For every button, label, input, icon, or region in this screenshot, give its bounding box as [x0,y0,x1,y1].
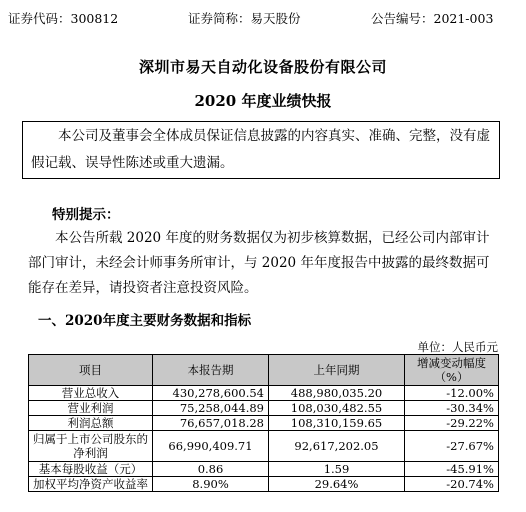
table-row [29,431,499,462]
row-label: 归属于上市公司股东的净利润 [29,431,153,462]
table-row [29,416,499,431]
financial-data-table [28,354,499,492]
current-value: 75,258,044.89 [153,401,269,416]
header-prior-period: 上年同期 [269,355,405,386]
document-title: 2020 年度业绩快报 [194,92,332,110]
special-notice-heading: 特别提示： [52,207,120,223]
current-value: 0.86 [153,462,269,477]
disclosure-notice-box [22,121,500,179]
stock-abbreviation: 证券简称：易天股份 [188,11,301,26]
change-value: -45.91% [405,462,499,477]
notice-number: 公告编号：2021-003 [371,11,494,26]
row-label: 利润总额 [29,416,153,431]
row-label: 基本每股收益（元） [29,462,153,477]
header-change-rate: 增减变动幅度（%） [405,355,499,386]
table-header-row [29,355,499,386]
change-value: -12.00% [405,386,499,401]
prior-value: 1.59 [269,462,405,477]
document-header [0,0,526,30]
change-value: -29.22% [405,416,499,431]
table-row [29,477,499,492]
row-label: 营业利润 [29,401,153,416]
prior-value: 108,030,482.55 [269,401,405,416]
table-row [29,386,499,401]
prior-value: 488,980,035.20 [269,386,405,401]
prior-value: 108,310,159.65 [269,416,405,431]
change-value: -27.67% [405,431,499,462]
header-current-period: 本报告期 [153,355,269,386]
header-item: 项目 [29,355,153,386]
disclosure-notice-text: 本公司及董事会全体成员保证信息披露的内容真实、准确、完整，没有虚假记载、误导性陈述或重大遗漏。 [31,128,490,171]
section-heading: 一、2020年度主要财务数据和指标 [38,313,252,329]
table-row [29,462,499,477]
currency-unit: 单位：人民币元 [417,340,498,354]
row-label: 加权平均净资产收益率 [29,477,153,492]
special-notice-body [28,226,498,301]
prior-value: 92,617,202.05 [269,431,405,462]
row-label: 营业总收入 [29,386,153,401]
current-value: 8.90% [153,477,269,492]
company-name: 深圳市易天自动化设备股份有限公司 [138,58,387,76]
table-row [29,401,499,416]
special-notice-text: 本公告所载 2020 年度的财务数据仅为初步核算数据，已经公司内部审计部门审计，未经会计师事务所审计，与 2020 年年度报告中披露的最终数据可能存在差异，请投资者注意投资风险。 [28,230,490,296]
change-value: -30.34% [405,401,499,416]
change-value: -20.74% [405,477,499,492]
prior-value: 29.64% [269,477,405,492]
current-value: 66,990,409.71 [153,431,269,462]
current-value: 430,278,600.54 [153,386,269,401]
current-value: 76,657,018.28 [153,416,269,431]
stock-code: 证券代码：300812 [8,11,119,26]
